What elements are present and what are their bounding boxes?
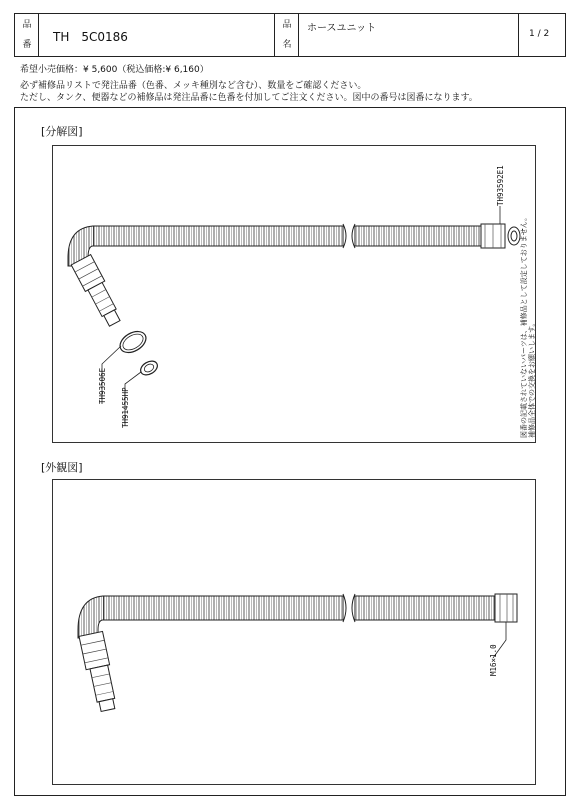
part-label-o-ring: TH93506E: [98, 367, 107, 404]
ext-right-nut: [495, 594, 517, 622]
hose-break-mark: [343, 224, 355, 248]
side-note-line-1: 図番の記載されていないパーツは、補修品として設定しておりません。: [520, 213, 528, 438]
right-nut: [481, 224, 520, 248]
ext-hose-segment-left: [103, 596, 343, 620]
page-number: 1 / 2: [529, 29, 550, 39]
exterior-view-panel: [52, 479, 536, 785]
ext-left-quick-connector: [79, 631, 119, 712]
price-line: 希望小売価格：¥ 5,600（税込価格:¥ 6,160）: [20, 65, 209, 75]
exterior-view-label: [外観図]: [41, 461, 83, 474]
product-number-label-char-1: 品: [22, 20, 32, 30]
note-line-1: 必ず補修品リストで発注品番（色番、メッキ種別など含む）、数量をご確認ください。: [20, 81, 367, 91]
ext-hose-segment-right: [355, 596, 495, 620]
header-table: [14, 13, 566, 57]
page-cell: [519, 14, 565, 56]
exterior-view-drawing: [53, 480, 537, 786]
product-number-label-cell: [15, 14, 39, 56]
part-label-right-nut: TH93592E1: [496, 165, 505, 206]
product-number: TH 5C0186: [53, 30, 128, 44]
side-note-line-2: 補修品全体での交換をお願いします。: [528, 319, 536, 438]
thread-label: M16×1.0: [489, 644, 498, 676]
product-number-label-char-2: 番: [22, 40, 32, 50]
product-name-label-cell: [275, 14, 299, 56]
hose-segment-right: [355, 226, 481, 246]
product-name-label-char-1: 品: [282, 20, 292, 30]
o-ring: [116, 327, 149, 357]
part-label-washer: TH91455HP: [121, 387, 130, 428]
note-line-2: ただし、タンク、便器などの補修品は発注品番に色番を付加してご注文ください。図中の番号は図番になります。: [20, 93, 478, 103]
o-ring-inner: [120, 331, 146, 353]
product-name: ホースユニット: [307, 23, 377, 34]
product-name-cell: [299, 14, 519, 56]
hose-segment-left: [93, 226, 343, 246]
left-quick-connector: [71, 255, 124, 329]
ext-hose-break-mark: [343, 594, 355, 622]
notes: [20, 80, 478, 104]
drawing-frame: [14, 107, 566, 796]
product-number-cell: [39, 14, 275, 56]
exploded-view-panel: [52, 145, 536, 443]
exploded-view-label: [分解図]: [41, 125, 83, 138]
product-name-label-char-2: 名: [282, 40, 292, 50]
exploded-view-drawing: [53, 146, 537, 444]
